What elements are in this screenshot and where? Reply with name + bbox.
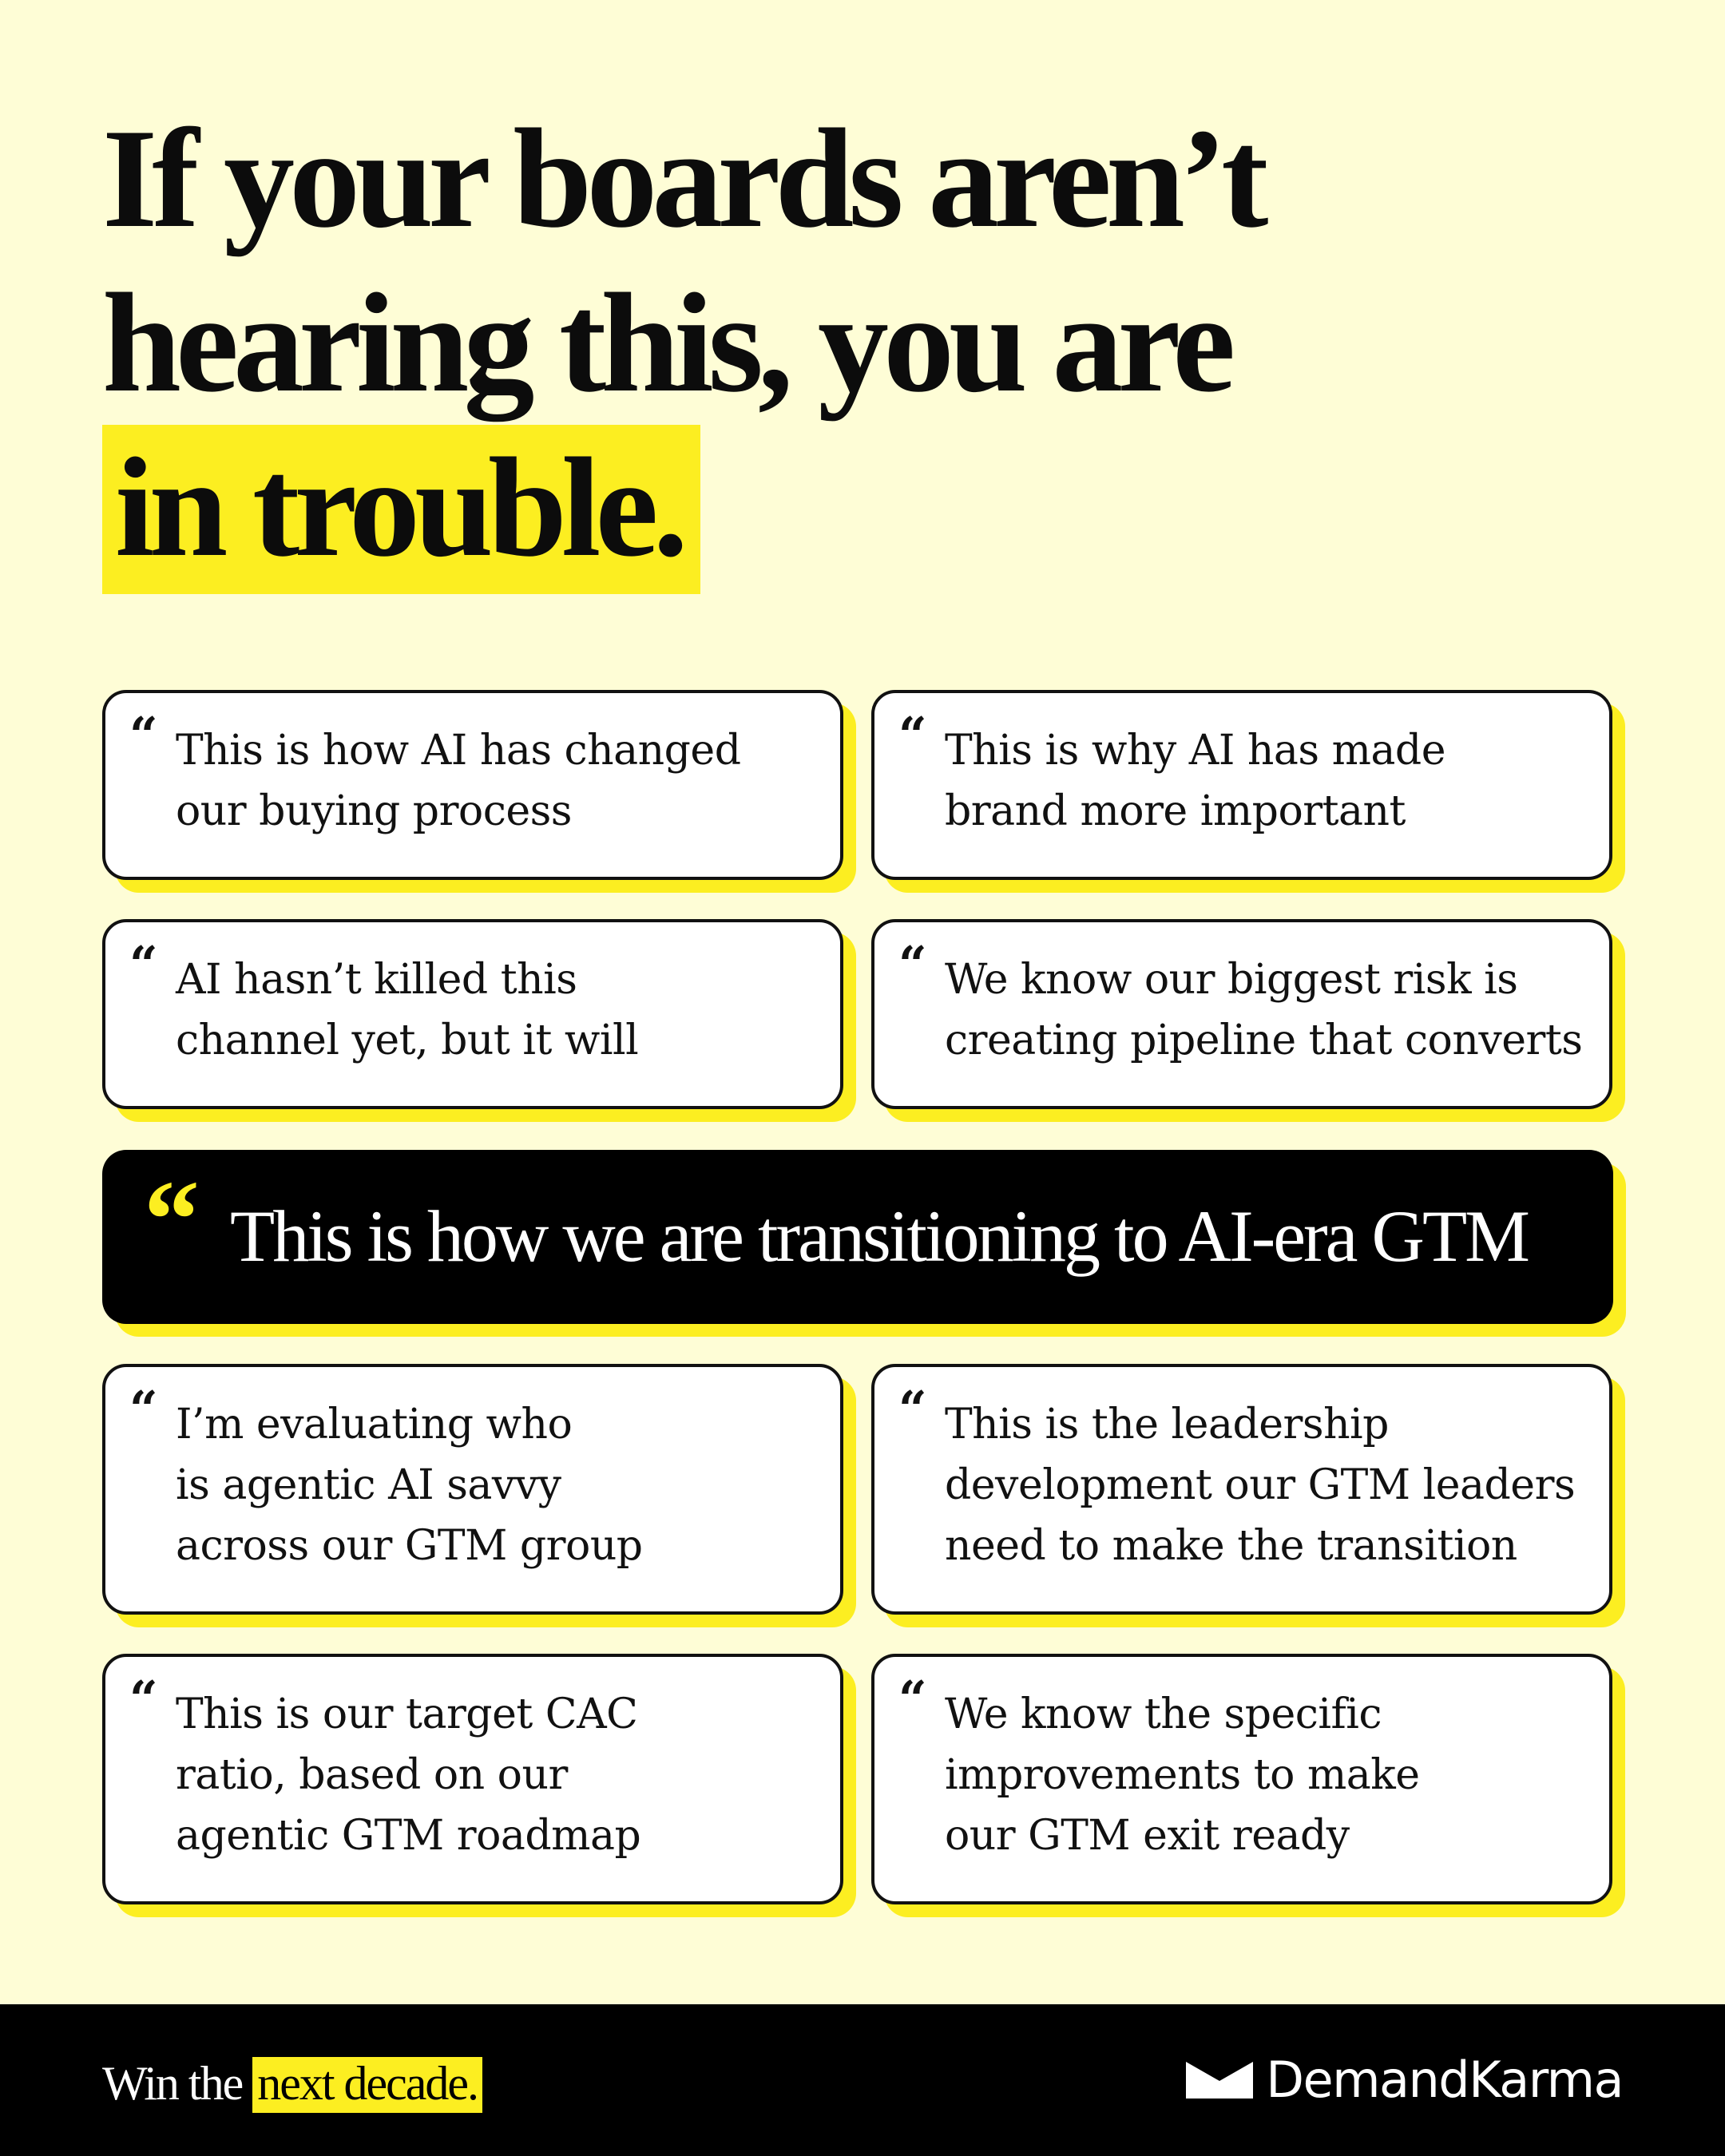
quote-card-text: This is our target CAC ratio, based on our agentic GTM roadmap <box>176 1690 641 1860</box>
quote-mark-icon: “ <box>129 706 158 764</box>
quote-card-buying-process <box>102 690 843 880</box>
footer-bar <box>0 2004 1725 2156</box>
tagline <box>102 2055 482 2111</box>
headline-line-2: hearing this, you are <box>102 264 1231 422</box>
quote-card-text: This is how AI has changed our buying process <box>176 727 741 835</box>
quote-card-text: I’m evaluating who is agentic AI savvy across our GTM group <box>176 1401 643 1570</box>
page-headline <box>102 96 1620 589</box>
quote-mark-icon: “ <box>144 1158 200 1282</box>
quote-card-text: This is why AI has made brand more important <box>945 727 1445 835</box>
headline-line-1: If your boards aren’t <box>102 99 1263 257</box>
quote-mark-icon: “ <box>129 1670 158 1728</box>
quote-card-text: We know our biggest risk is creating pipeline that converts <box>945 956 1583 1064</box>
quote-card-text: AI hasn’t killed this channel yet, but it will <box>176 956 639 1064</box>
quote-mark-icon: “ <box>898 1380 927 1438</box>
headline-highlight: in trouble. <box>102 425 700 594</box>
featured-quote-banner <box>102 1150 1613 1324</box>
quote-card-leadership <box>871 1364 1612 1615</box>
brand-name: DemandKarma <box>1266 2051 1623 2109</box>
quote-card-text: We know the specific improvements to make our GTM exit ready <box>945 1690 1420 1860</box>
quote-mark-icon: “ <box>898 935 927 993</box>
brand-logo <box>1186 2052 1623 2108</box>
featured-quote-text: This is how we are transitioning to AI-era GTM <box>230 1195 1528 1277</box>
quote-card-brand <box>871 690 1612 880</box>
quote-mark-icon: “ <box>129 935 158 993</box>
quote-card-text: This is the leadership development our GTM leaders need to make the transition <box>945 1401 1576 1570</box>
demandkarma-logo-icon <box>1186 2062 1253 2099</box>
tagline-highlight: next decade. <box>252 2057 482 2113</box>
quote-mark-icon: “ <box>898 706 927 764</box>
quote-card-agentic-savvy <box>102 1364 843 1615</box>
quote-card-pipeline <box>871 919 1612 1109</box>
quote-mark-icon: “ <box>129 1380 158 1438</box>
quote-card-channel <box>102 919 843 1109</box>
quote-card-exit-ready <box>871 1654 1612 1904</box>
tagline-prefix: Win the <box>102 2057 253 2110</box>
quote-card-cac-ratio <box>102 1654 843 1904</box>
quote-mark-icon: “ <box>898 1670 927 1728</box>
